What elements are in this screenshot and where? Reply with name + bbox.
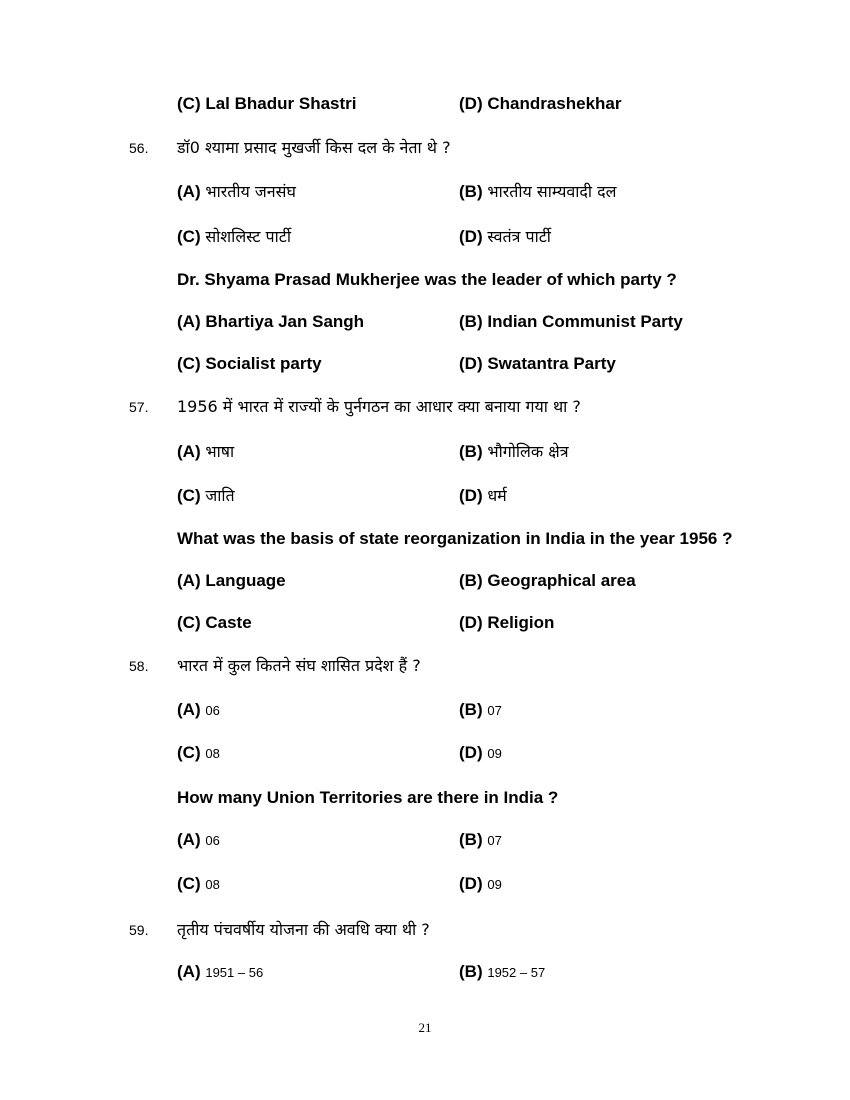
q57-hindi-option-c xyxy=(177,484,235,506)
q57-english-option-b xyxy=(459,571,636,591)
option-key: (D) xyxy=(459,486,483,505)
question-58-hindi: भारत में कुल कितने संघ शासित प्रदेश हैं ? xyxy=(177,656,421,675)
q56-english-option-a xyxy=(177,312,364,332)
q58-hindi-option-d xyxy=(459,743,502,763)
question-57-hindi: 1956 में भारत में राज्यों के पुर्नगठन का आधार क्या बनाया गया था ? xyxy=(177,397,581,416)
q56-hindi-option-a xyxy=(177,180,296,202)
q58-hindi-option-b xyxy=(459,700,502,720)
q57-english-option-d xyxy=(459,613,554,633)
option-key: (C) xyxy=(177,94,201,113)
option-text: 09 xyxy=(487,746,502,761)
option-text: Bhartiya Jan Sangh xyxy=(205,312,365,331)
option-text: भारतीय जनसंघ xyxy=(205,182,296,201)
option-text: सोशलिस्ट पार्टी xyxy=(205,227,291,246)
option-key: (A) xyxy=(177,182,201,201)
option-key: (C) xyxy=(177,743,201,762)
q56-english-option-c xyxy=(177,354,322,374)
option-text: स्वतंत्र पार्टी xyxy=(487,227,551,246)
option-key: (A) xyxy=(177,442,201,461)
q57-english-option-c xyxy=(177,613,252,633)
question-number-56: 56. xyxy=(129,140,149,156)
option-text: Lal Bhadur Shastri xyxy=(205,94,357,113)
option-d xyxy=(459,94,622,114)
option-text: 1952 – 57 xyxy=(487,965,546,980)
question-57-english: What was the basis of state reorganization in India in the year 1956 ? xyxy=(177,529,733,548)
option-text: Socialist party xyxy=(205,354,322,373)
option-text: भाषा xyxy=(205,442,235,461)
option-text: 08 xyxy=(205,746,220,761)
q57-hindi-option-a xyxy=(177,440,234,462)
question-59-hindi: तृतीय पंचवर्षीय योजना की अवधि क्या थी ? xyxy=(177,920,430,939)
q59-hindi-option-b xyxy=(459,962,545,982)
option-text: 06 xyxy=(205,833,220,848)
option-text: Indian Communist Party xyxy=(487,312,683,331)
option-text: Religion xyxy=(487,613,555,632)
option-text: धर्म xyxy=(487,486,507,505)
option-key: (C) xyxy=(177,486,201,505)
option-key: (D) xyxy=(459,94,483,113)
option-key: (D) xyxy=(459,743,483,762)
option-key: (B) xyxy=(459,830,483,849)
option-key: (D) xyxy=(459,613,483,632)
q58-english-option-a xyxy=(177,830,220,850)
option-key: (B) xyxy=(459,312,483,331)
option-text: भारतीय साम्यवादी दल xyxy=(487,182,617,201)
option-text: Chandrashekhar xyxy=(487,94,622,113)
option-key: (D) xyxy=(459,227,483,246)
option-key: (B) xyxy=(459,182,483,201)
page-number: 21 xyxy=(418,1020,432,1035)
option-key: (D) xyxy=(459,874,483,893)
question-number-58: 58. xyxy=(129,658,149,674)
q58-english-option-b xyxy=(459,830,502,850)
option-key: (A) xyxy=(177,700,201,719)
option-key: (A) xyxy=(177,312,201,331)
option-text: Geographical area xyxy=(487,571,636,590)
option-key: (A) xyxy=(177,571,201,590)
option-key: (A) xyxy=(177,830,201,849)
q56-english-option-b xyxy=(459,312,683,332)
option-key: (C) xyxy=(177,227,201,246)
option-key: (C) xyxy=(177,613,201,632)
option-key: (C) xyxy=(177,354,201,373)
option-text: 09 xyxy=(487,877,502,892)
option-key: (B) xyxy=(459,442,483,461)
option-text: Caste xyxy=(205,613,252,632)
option-text: जाति xyxy=(205,486,235,505)
question-56-hindi: डॉ0 श्यामा प्रसाद मुखर्जी किस दल के नेता थे ? xyxy=(177,138,451,157)
q58-hindi-option-c xyxy=(177,743,220,763)
option-key: (D) xyxy=(459,354,483,373)
q58-english-option-c xyxy=(177,874,220,894)
option-text: Language xyxy=(205,571,286,590)
q56-hindi-option-c xyxy=(177,225,291,247)
question-58-english: How many Union Territories are there in India ? xyxy=(177,788,559,807)
option-text: भौगोलिक क्षेत्र xyxy=(487,442,569,461)
option-key: (B) xyxy=(459,700,483,719)
option-text: Swatantra Party xyxy=(487,354,616,373)
option-key: (C) xyxy=(177,874,201,893)
q56-english-option-d xyxy=(459,354,616,374)
q57-hindi-option-d xyxy=(459,484,507,506)
question-number-59: 59. xyxy=(129,922,149,938)
q57-hindi-option-b xyxy=(459,440,569,462)
q58-hindi-option-a xyxy=(177,700,220,720)
option-text: 08 xyxy=(205,877,220,892)
option-text: 06 xyxy=(205,703,220,718)
option-key: (B) xyxy=(459,571,483,590)
option-text: 07 xyxy=(487,703,502,718)
q56-hindi-option-b xyxy=(459,180,616,202)
option-key: (B) xyxy=(459,962,483,981)
option-text: 07 xyxy=(487,833,502,848)
option-c xyxy=(177,94,356,114)
question-number-57: 57. xyxy=(129,399,149,415)
q57-english-option-a xyxy=(177,571,286,591)
q56-hindi-option-d xyxy=(459,225,551,247)
question-56-english: Dr. Shyama Prasad Mukherjee was the leader of which party ? xyxy=(177,270,677,289)
option-key: (A) xyxy=(177,962,201,981)
option-text: 1951 – 56 xyxy=(205,965,264,980)
q58-english-option-d xyxy=(459,874,502,894)
q59-hindi-option-a xyxy=(177,962,263,982)
